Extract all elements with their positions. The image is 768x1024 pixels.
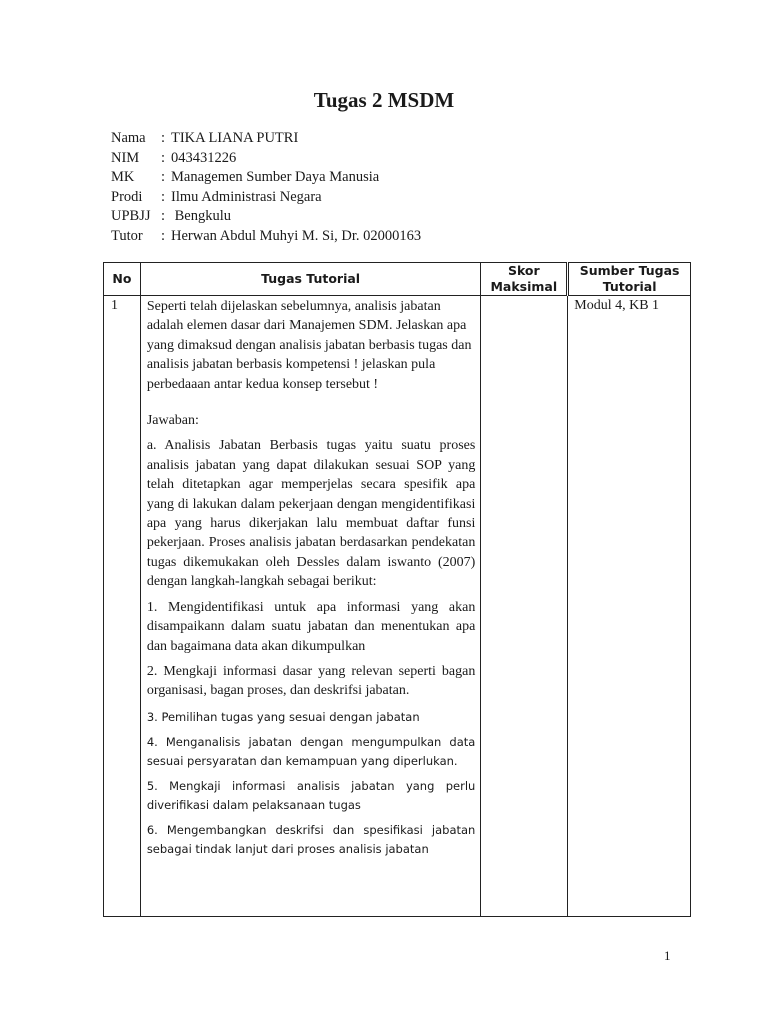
info-label: Prodi [111,188,143,205]
header-source: Sumber Tugas Tutorial [568,263,691,296]
info-colon: : [161,208,166,224]
info-value: Herwan Abdul Muhyi M. Si, Dr. 02000163 [171,227,422,244]
info-label: NIM [111,149,140,166]
answer-step-6: 6. Mengembangkan deskrifsi dan spesifikasi jabatan sebagai tindak lanjut dari proses analisis jabatan [146,822,476,856]
info-value: Managemen Sumber Daya Manusia [171,169,380,185]
row-number: 1 [104,296,141,917]
question-text: Seperti telah dijelaskan sebelumnya, analisis jabatan adalah elemen dasar dari Manajemen SDM. Jelaskan apa yang dimaksud dengan analisis jabatan berbasis tugas dan analisis jabatan berbasis kompetensi ! jelaskan pula perbedaaan antar kedua konsep tersebut ! [146,299,472,392]
info-value: Ilmu Administrasi Negara [171,188,322,205]
info-row-tutor [111,227,421,247]
student-info [111,129,421,246]
score-cell [481,296,568,917]
table-header-row [104,263,691,296]
answer-point-a: a. Analisis Jabatan Berbasis tugas yaitu suatu proses analisis jabatan yang dapat dilakukan sesuai SOP yang telah ditetapkan agar memperjelas secara spesifik apa yang di lakukan dalam pekerjaan dengan mengidentifikasi apa yang harus dikerjakan lalu membuat daftar funsi pekerjaan. Proses analisis jabatan berdasarkan pendekatan tugas dikemukakan oleh Dessles dalam iswanto (2007) dengan langkah-langkah sebagai berikut: [146,438,476,590]
task-cell [140,296,481,917]
info-colon: : [161,227,166,244]
answer-step-3: 3. Pemilihan tugas yang sesuai dengan jabatan [146,709,420,724]
source-cell: Modul 4, KB 1 [568,296,691,917]
answer-step-1: 1. Mengidentifikasi untuk apa informasi yang akan disampaikann dalam suatu jabatan dan menentukan apa dan bagaimana data akan dikumpulkan [146,599,476,654]
info-label: UPBJJ [111,208,151,224]
info-colon: : [161,188,166,205]
info-row-nim [111,149,421,169]
header-no: No [104,263,141,296]
info-label: Tutor [111,227,143,244]
info-colon: : [161,169,166,185]
answer-step-2: 2. Mengkaji informasi dasar yang relevan seperti bagan organisasi, bagan proses, dan deskrifsi jabatan. [146,663,476,699]
header-score: Skor Maksimal [481,263,568,296]
header-task: Tugas Tutorial [140,263,481,296]
info-row-nama [111,129,421,149]
tutorial-table [103,262,691,917]
document-title: Tugas 2 MSDM [313,88,455,112]
page-number: 1 [664,948,671,963]
info-row-prodi [111,188,421,208]
info-value: Bengkulu [171,208,232,224]
info-row-mk [111,168,421,188]
info-label: MK [111,169,135,185]
info-row-upbjj [111,207,421,227]
answer-step-4: 4. Menganalisis jabatan dengan mengumpulkan data sesuai persyaratan dan kemampuan yang diperlukan. [146,734,476,768]
answer-label: Jawaban: [146,413,199,429]
table-row [104,296,691,917]
info-label: Nama [111,130,146,146]
info-colon: : [161,149,166,166]
info-colon: : [161,130,166,146]
answer-step-5: 5. Mengkaji informasi analisis jabatan yang perlu diverifikasi dalam pelaksanaan tugas [146,778,476,812]
info-value: 043431226 [171,149,237,166]
info-value: TIKA LIANA PUTRI [171,130,299,146]
